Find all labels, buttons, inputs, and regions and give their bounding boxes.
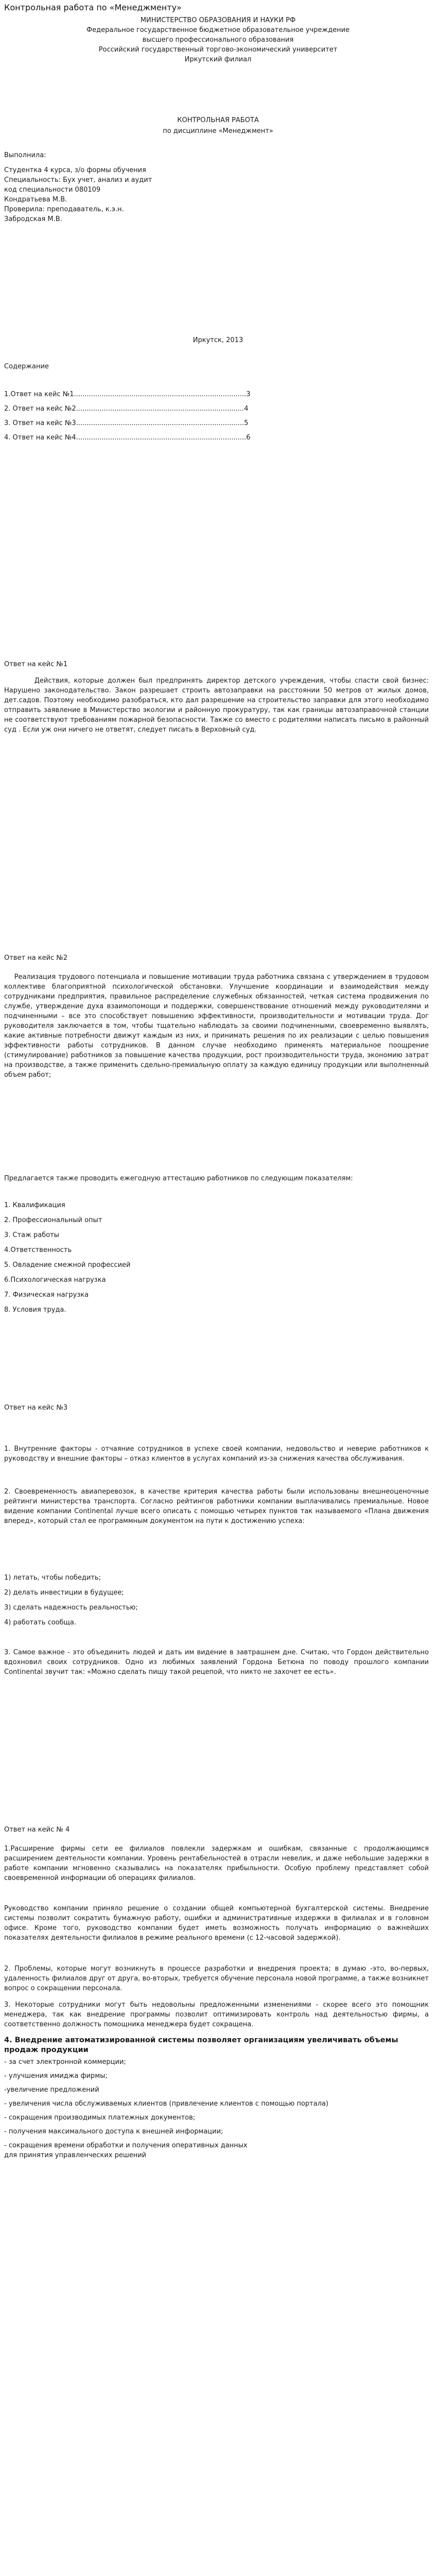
list-item: - улучшения имиджа фирмы; bbox=[4, 2072, 108, 2080]
case4-paragraph-1: 1.Расширение фирмы сети ее филиалов повлекли задержкам и ошибкам, связанные с продолжающимся расширением деятельности компании. Уровень рентабельностей в отрасли невелик, и даже небольшие задержки в работе компании мгновенно сказывались на показателях прибыльности. Особую проблему представляет собой своевременной информации об операциях филиалов. bbox=[4, 1845, 429, 1882]
case3-paragraph-3: 3. Самое важное - это объединить людей и дать им видение в завтрашнем дне. Считаю, что Гордон действительно вдохновил своих сотрудников. Одно из любимых заявлений Гордона Бетюна по поводу прошлого компании Continental звучит так: «Можно сделать пищу такой рецепой, что никто не захочет ее есть». bbox=[4, 1649, 429, 1676]
list-item: 4) работать сообща. bbox=[4, 1619, 76, 1626]
list-item: 1) летать, чтобы победить; bbox=[4, 1574, 101, 1582]
author-block bbox=[4, 150, 429, 224]
list-item: 2. Профессиональный опыт bbox=[4, 1216, 102, 1224]
work-title: КОНТРОЛЬНАЯ РАБОТА bbox=[177, 116, 259, 124]
list-item: - получения максимального доступа к внешней информации; bbox=[4, 2128, 223, 2136]
author-line: Забродская М.В. bbox=[4, 215, 62, 223]
list-item: 4.Ответственность bbox=[4, 1246, 72, 1254]
university-line: Российский государственный торгово-экономический университет bbox=[98, 46, 338, 54]
case3-paragraph-1: 1. Внутренние факторы - отчаяние сотрудников в успехе своей компании, недовольство и неверие работников к руководству и внешние факторы – отказ клиентов в услугах компаний из-за снижения качества обслуживания. bbox=[4, 1445, 429, 1463]
author-line: Специальность: Бух учет, анализ и аудит bbox=[4, 176, 152, 184]
list-item: 3. Стаж работы bbox=[4, 1231, 60, 1239]
author-line: код специальности 080109 bbox=[4, 186, 101, 194]
discipline-line: по дисциплине «Менеджмент» bbox=[163, 127, 273, 135]
list-item: 8. Условия труда. bbox=[4, 1306, 66, 1314]
table-of-contents bbox=[4, 389, 429, 447]
toc-item[interactable]: 2. Ответ на кейс №2...............................................................................4 bbox=[4, 405, 249, 413]
case2-intro: Предлагается также проводить ежегодную аттестацию работников по следующим показателям: bbox=[4, 1175, 353, 1182]
author-line: Студентка 4 курса, з/о формы обучения bbox=[4, 166, 146, 174]
institution-type-line: Федеральное государственное бюджетное образовательное учреждение bbox=[86, 26, 350, 34]
case4-paragraph-3: 2. Проблемы, которые могут возникнуть в процессе разработки и внедрения проекта; в думаю -это, во-первых, удаленность филиалов друг от друга, во-вторых, требуется обучение персонала новой программе, а также возникнет вопрос о сокращении персонала. bbox=[4, 1965, 429, 1992]
education-level-line: высшего профессионального образования bbox=[142, 36, 294, 44]
list-item: - за счет электронной коммерции; bbox=[4, 2058, 126, 2066]
institution-header bbox=[0, 15, 436, 64]
list-item: - сокращения времени обработки и получения оперативных данных для принятия управленческих решений bbox=[4, 2142, 248, 2159]
list-item: 5. Овладение смежной профессией bbox=[4, 1261, 131, 1269]
ministry-line: МИНИСТЕРСТВО ОБРАЗОВАНИЯ И НАУКИ РФ bbox=[140, 16, 296, 24]
contents-title: Содержание bbox=[4, 363, 49, 370]
case4-heading: Ответ на кейс № 4 bbox=[4, 1826, 70, 1834]
case4-bold-heading: 4. Внедрение автоматизированной системы позволяет организациям увеличивать объемы продаж продукции bbox=[4, 2036, 398, 2054]
list-item: 2) делать инвестиции в будущее; bbox=[4, 1589, 124, 1597]
list-item: 3) сделать надежность реальностью; bbox=[4, 1604, 138, 1612]
case1-text: Действия, которые должен был предпринять директор детского учреждения, чтобы спасти свой бизнес: Нарушено законодательство. Закон разрешает строить автозаправки на расстоянии 50 метров от жилых домов, дет.садов. Поэтому необходимо разобраться, кто дал разрешение на строительство заправки для этого необходимо отправить заявление в Министерство экологии и районную прокуратуру, так как границы автозаправочной станции не соответствуют требованиям пожарной безопасности. Также со вместо с родителями написать письмо в районный суд . Если уж они ничего не ответят, следует писать в Верховный суд. bbox=[4, 677, 431, 734]
list-item: - сокращения производимых платежных документов; bbox=[4, 2114, 196, 2122]
list-item: -увеличение предложений bbox=[4, 2086, 99, 2094]
city-year: Иркутск, 2013 bbox=[193, 336, 243, 344]
case4-benefits-list bbox=[4, 2057, 429, 2164]
case3-heading: Ответ на кейс №3 bbox=[4, 1404, 68, 1412]
toc-item[interactable]: 4. Ответ на кейс №4................................................................................6 bbox=[4, 434, 251, 442]
author-line: Проверила: преподаватель, к.э.н. bbox=[4, 206, 124, 213]
case3-plan-list bbox=[4, 1573, 429, 1633]
case3-paragraph-2: 2. Своевременность авиаперевозок, в качестве критерия качества работы были использованы внешнеоценочные рейтинги министерства транспорта. Согласно рейтингов работники компании выплачивались премиальные. Новое видение компании Continental лучше всего описать с помощью четырех пунктов так называемого «Плана движения вперед», который стал ее программным документом на пути к достижению успеха: bbox=[4, 1488, 429, 1525]
author-line: Кондратьева М.В. bbox=[4, 196, 67, 204]
list-item: 6.Психологическая нагрузка bbox=[4, 1276, 106, 1284]
case1-heading: Ответ на кейс №1 bbox=[4, 660, 68, 668]
branch-line: Иркутский филиал bbox=[184, 56, 252, 63]
case2-criteria-list bbox=[4, 1200, 429, 1320]
list-item: 1. Квалификация bbox=[4, 1201, 65, 1209]
list-item: - увеличения числа обслуживаемых клиентов (привлечение клиентов с помощью портала) bbox=[4, 2100, 328, 2108]
toc-item[interactable]: 3. Ответ на кейс №3...............................................................................5 bbox=[4, 419, 249, 427]
author-line: Выполнила: bbox=[4, 151, 46, 159]
case4-paragraph-4: 3. Некоторые сотрудники могут быть недовольны предложенными изменениями - скорее всего это помощник менеджера, так как внедрение программы позволит оптимизировать контроль над деятельностью фирмы, а соответственно должность помощника менеджера будет сокращена. bbox=[4, 2001, 429, 2028]
case4-paragraph-2: Руководство компании приняло решение о создании общей компьютерной бухгалтерской системы. Внедрение системы позволит сократить бумажную работу, ошибки и административные издержки в филиалах и в головном офисе. Кроме того, руководство компании будет иметь возможность получать информацию о важнейших показателях деятельности филиалов в режиме реального времени (с 12-часовой задержкой). bbox=[4, 1905, 429, 1942]
toc-item[interactable]: 1.Ответ на кейс №1.................................................................................3 bbox=[4, 391, 251, 398]
list-item: 7. Физическая нагрузка bbox=[4, 1291, 89, 1299]
case2-text: Реализация трудового потенциала и повышение мотивации труда работника связана с утверждением в трудовом коллективе благоприятной психологической обстановки. Улучшение координации и взаимодействия между сотрудниками предприятия, правильное распределение служебных обязанностей, четкая система продвижения по службе, утверждение духа взаимопомощи и поддержки, совершенствование отношений между руководителями и подчиненными – все это способствует повышению эффективности, производительности и мотивации труда. Дог руководителя заключается в том, чтобы тщательно наблюдать за своими подчиненными, своевременно выявлять, какие активные потребности движут каждым из них, и принимать решения по их реализации с целью повышения эффективности работы сотрудников. В данном случае необходимо применять материальное поощрение (стимулирование) работников за повышение качества продукции, рост производительности труда, экономию затрат на производстве, а также применить сдельно-премиальную оплату за каждую единицу продукции или выполненный объем работ; bbox=[4, 973, 431, 1079]
case2-heading: Ответ на кейс №2 bbox=[4, 954, 68, 962]
document-title: Контрольная работа по «Менеджменту» bbox=[4, 3, 182, 12]
